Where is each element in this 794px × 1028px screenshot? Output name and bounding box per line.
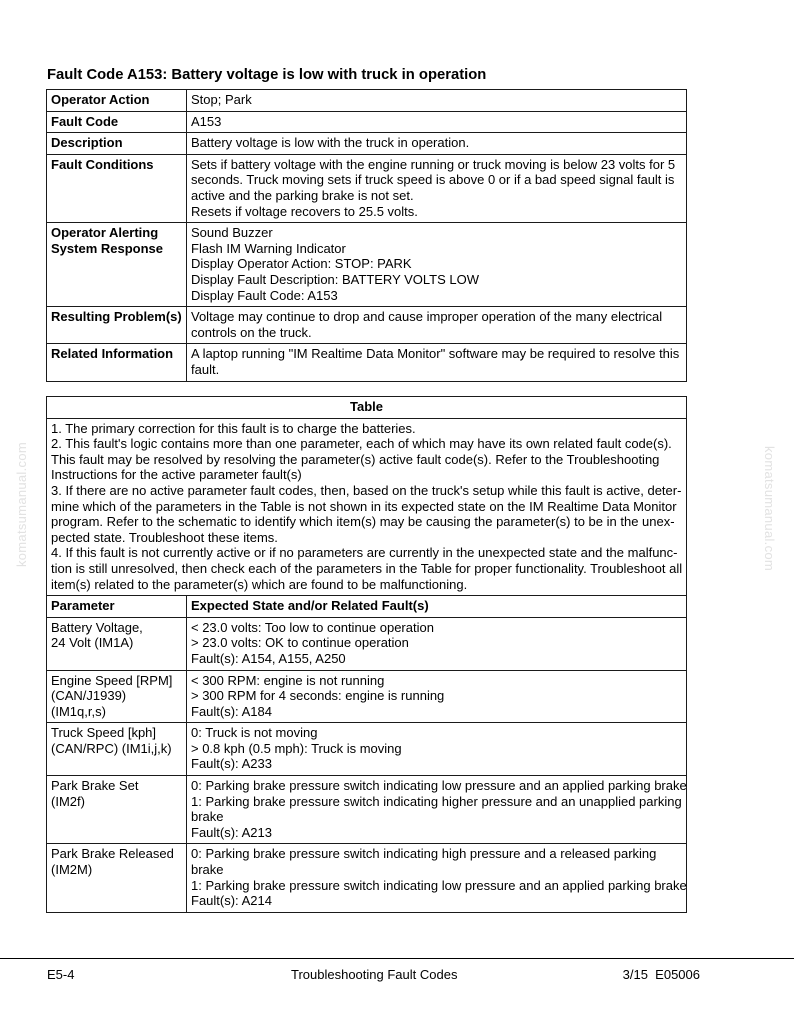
fault-field-label: Related Information [47,344,187,381]
troubleshooting-notes: 1. The primary correction for this fault is to charge the batteries. 2. This fault's logic contains more than one parameter, each of which may have its own related fault code(s). This fault may be resolved by resolving the parameter(s) active fault code(s). Refer to the Troubleshooting Instructions for the active parameter fault(s) 3. If there are no active parameter fault codes, then, based on the truck's setup while this fault is active, deter- mine which of the parameters in the Table is not shown in its expected state on the IM Realtime Data Monitor program. Refer to the schematic to identify which item(s) may be causing the parameter(s) to be in the unex- pected state. Troubleshoot these items. 4. If this fault is not currently active or if no parameters are currently in the unexpected state and the malfunc- tion is still unresolved, then check each of the parameters in the Table for proper functionality. Troubleshoot all item(s) related to the parameter(s) which are found to be malfunctioning. [47,418,687,596]
fault-field-value: Voltage may continue to drop and cause improper operation of the many electrical controls on the truck. [187,307,687,344]
footer-divider [0,958,794,959]
expected-state-cell: 0: Truck is not moving > 0.8 kph (0.5 mph): Truck is moving Fault(s): A233 [187,723,687,776]
table-row [47,844,687,912]
page-title: Fault Code A153: Battery voltage is low with truck in operation [47,67,487,83]
column-header-parameter: Parameter [47,596,187,618]
footer-page-number: E5-4 [47,967,75,982]
parameter-cell: Park Brake Set (IM2f) [47,776,187,844]
fault-field-label: Fault Code [47,111,187,133]
table-row [47,223,687,307]
fault-field-label: Operator Action [47,90,187,112]
watermark-left: komatsumanual.com [14,442,29,568]
expected-state-cell: < 300 RPM: engine is not running > 300 RPM for 4 seconds: engine is running Fault(s): A184 [187,670,687,723]
table-header-row [47,397,687,419]
column-header-row [47,596,687,618]
fault-field-value: Battery voltage is low with the truck in operation. [187,133,687,155]
fault-field-label: Fault Conditions [47,154,187,222]
expected-state-cell: 0: Parking brake pressure switch indicating high pressure and a released parking brake 1: Parking brake pressure switch indicating low pressure and an applied parking brake Fault(s): A214 [187,844,687,912]
parameter-cell: Battery Voltage, 24 Volt (IM1A) [47,617,187,670]
footer-date-code: 3/15 E05006 [622,967,700,982]
fault-field-value: A153 [187,111,687,133]
troubleshooting-table [46,396,687,913]
table-row [47,307,687,344]
fault-field-label: Resulting Problem(s) [47,307,187,344]
table-row [47,617,687,670]
table-row [47,133,687,155]
table-row [47,111,687,133]
fault-field-label: Description [47,133,187,155]
expected-state-cell: 0: Parking brake pressure switch indicating low pressure and an applied parking brake 1: Parking brake pressure switch indicating higher pressure and an unapplied parking brake Fault(s): A213 [187,776,687,844]
fault-code-table [46,89,687,382]
fault-field-value: Sets if battery voltage with the engine running or truck moving is below 23 volts for 5 seconds. Truck moving sets if truck speed is above 0 or if a bad speed signal fault is active and the parking brake is not set. Resets if voltage recovers to 25.5 volts. [187,154,687,222]
table-row [47,776,687,844]
table-row [47,723,687,776]
fault-field-value: A laptop running "IM Realtime Data Monitor" software may be required to resolve this fault. [187,344,687,381]
table-row [47,418,687,596]
fault-field-label: Operator Alerting System Response [47,223,187,307]
column-header-expected-state: Expected State and/or Related Fault(s) [187,596,687,618]
fault-field-value: Stop; Park [187,90,687,112]
parameter-cell: Truck Speed [kph] (CAN/RPC) (IM1i,j,k) [47,723,187,776]
fault-field-value: Sound Buzzer Flash IM Warning Indicator Display Operator Action: STOP: PARK Display Fault Description: BATTERY VOLTS LOW Display Fault Code: A153 [187,223,687,307]
table-row [47,344,687,381]
parameter-cell: Engine Speed [RPM] (CAN/J1939) (IM1q,r,s) [47,670,187,723]
table-row [47,90,687,112]
table-row [47,670,687,723]
watermark-right: komatsumanual.com [762,446,777,572]
parameter-cell: Park Brake Released (IM2M) [47,844,187,912]
footer-section-title: Troubleshooting Fault Codes [291,967,458,982]
expected-state-cell: < 23.0 volts: Too low to continue operation > 23.0 volts: OK to continue operation Fault(s): A154, A155, A250 [187,617,687,670]
table-title: Table [47,397,687,419]
table-row [47,154,687,222]
